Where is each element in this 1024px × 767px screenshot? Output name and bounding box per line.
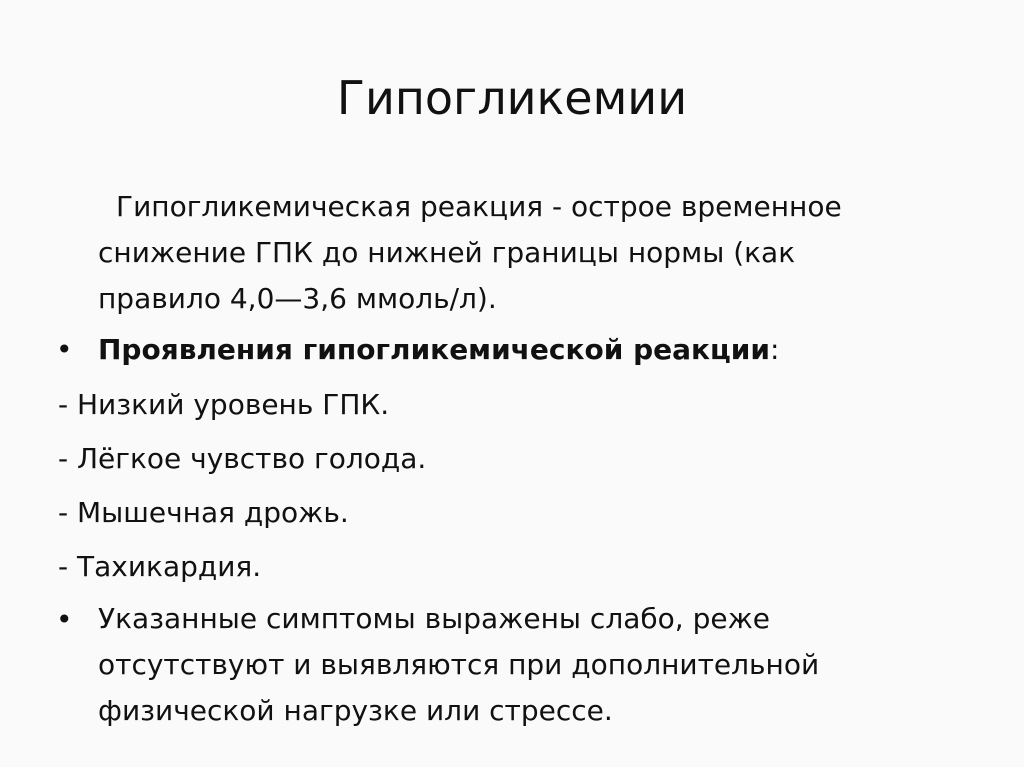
symptom-item: - Лёгкое чувство голода. [58, 442, 427, 475]
manifestations-heading-text: Проявления гипогликемической реакции [98, 333, 771, 366]
symptom-item: - Тахикардия. [58, 550, 262, 583]
bullet-icon: • [56, 333, 73, 366]
bullet-icon: • [56, 603, 73, 636]
note-paragraph: Указанные симптомы выражены слабо, реже отсутствуют и выявляются при дополнительной физической нагрузке или стрессе. [98, 602, 820, 727]
slide-title: Гипогликемии [336, 71, 688, 125]
intro-paragraph: Гипогликемическая реакция - острое временное снижение ГПК до нижней границы нормы (как правило 4,0—3,6 ммоль/л). [98, 190, 842, 315]
symptom-item: - Мышечная дрожь. [58, 496, 349, 529]
manifestations-heading [98, 326, 779, 374]
symptom-item: - Низкий уровень ГПК. [58, 388, 390, 421]
manifestations-heading-colon: : [770, 333, 780, 366]
